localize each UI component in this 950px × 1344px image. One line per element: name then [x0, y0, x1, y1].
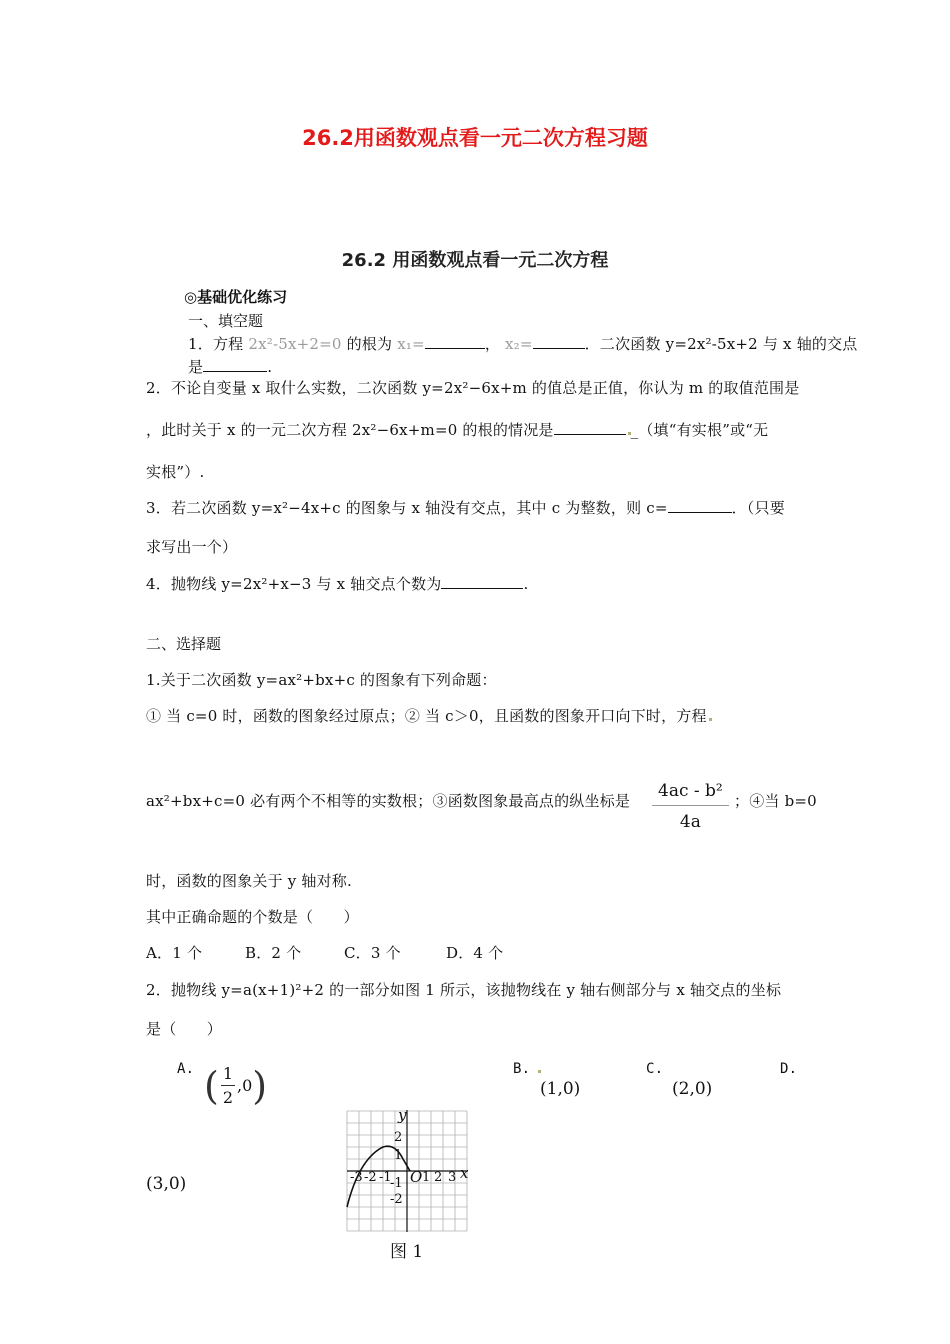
- y-axis-label: y: [398, 1106, 407, 1124]
- fill-question-1-cont: 是 .: [188, 358, 273, 376]
- choice1-line2-text: ax²+bx+c=0 必有两个不相等的实数根；③函数图象最高点的纵坐标是: [146, 792, 631, 810]
- basic-practice-heading: ◎基础优化练习: [184, 288, 288, 306]
- choice2-option-b-value[interactable]: (1,0): [540, 1079, 581, 1099]
- answer-blank-root-situation[interactable]: [554, 420, 626, 435]
- choice-option-c[interactable]: C．3 个: [344, 944, 401, 962]
- choice2-option-c-value[interactable]: (2,0): [672, 1079, 713, 1099]
- y-tick-neg1: -1: [390, 1176, 403, 1191]
- q1-text-d: 与: [762, 335, 779, 353]
- choice2-option-a-value[interactable]: ( $\frac{1}{2}$ ,0 ): [204, 1063, 268, 1108]
- y-tick-neg2: -2: [390, 1192, 403, 1207]
- choice-option-b[interactable]: B．2 个: [245, 944, 302, 962]
- choice-option-d[interactable]: D．4 个: [446, 944, 504, 962]
- y-tick-2: 2: [394, 1130, 403, 1145]
- fraction-numerator: 4ac - b²: [652, 781, 729, 806]
- choice-question-1-line-3: 时，函数的图象关于 y 轴对称.: [146, 872, 352, 890]
- fill-in-heading: 一、填空题: [188, 312, 264, 330]
- q4-tail: .: [523, 575, 529, 593]
- q1-equation: 2x²-5x+2=0: [248, 335, 342, 353]
- x-tick-neg2: -2: [364, 1170, 377, 1185]
- choice-question-1-prompt: 其中正确命题的个数是（ ）: [146, 908, 359, 926]
- answer-blank-count[interactable]: [441, 574, 523, 589]
- x-axis-label: x: [460, 1164, 469, 1182]
- q1-text-a: 1．方程: [188, 335, 244, 353]
- option-a-tail: ,0: [237, 1076, 253, 1095]
- fill-question-4: [146, 573, 528, 594]
- origin-label: O: [410, 1168, 423, 1186]
- fill-question-3-line-2: 求写出一个）: [146, 538, 238, 556]
- choice-question-2-line-1: 2．抛物线 y=a(x+1)²+2 的一部分如图 1 所示，该抛物线在 y 轴右侧部分与 x 轴交点的坐标: [146, 981, 782, 999]
- choice-question-2-line-2: 是（ ）: [146, 1020, 223, 1038]
- q1-text-c: ．二次函数: [584, 335, 661, 353]
- x-tick-3: 3: [448, 1170, 457, 1185]
- choice2-option-c-label[interactable]: C.: [646, 1061, 664, 1077]
- max-value-fraction: [652, 781, 729, 832]
- q3-text: 3．若二次函数 y=x²−4x+c 的图象与 x 轴没有交点，其中 c 为整数，则 c=: [146, 499, 668, 517]
- q2-line2-text: ，此时关于 x 的一元二次方程 2x²−6x+m=0 的根的情况是: [146, 421, 554, 439]
- choice-question-1-line-1: [146, 705, 712, 726]
- fill-question-2-line-1: 2．不论自变量 x 取什么实数，二次函数 y=2x²−6x+m 的值总是正值，你认为 m 的取值范围是: [146, 379, 800, 397]
- y-tick-1: 1: [394, 1148, 403, 1163]
- section-title: 26.2 用函数观点看一元二次方程: [341, 250, 609, 271]
- q4-text: 4．抛物线 y=2x²+x−3 与 x 轴交点个数为: [146, 575, 442, 593]
- x-tick-1: 1: [422, 1170, 431, 1185]
- answer-blank-intersection[interactable]: [203, 357, 267, 372]
- choice-question-1-intro: 1.关于二次函数 y=ax²+bx+c 的图象有下列命题：: [146, 671, 497, 689]
- q1-x1-label: x₁=: [397, 335, 425, 353]
- q1-text-b: 的根为: [346, 335, 393, 353]
- answer-blank-x1[interactable]: [425, 334, 485, 349]
- answer-blank-c[interactable]: [668, 498, 732, 513]
- x-tick-2: 2: [434, 1170, 443, 1185]
- choice2-option-a-label[interactable]: A.: [177, 1061, 195, 1077]
- choice2-option-b-label[interactable]: B.: [513, 1061, 541, 1077]
- q1-text-e: 轴的交点: [796, 335, 858, 353]
- choice2-option-d-label[interactable]: D.: [780, 1061, 798, 1077]
- fill-question-1: 1．方程 2x²-5x+2=0 的根为 x₁= ， x₂= ．二次函数 y=2x²-5x+2 与 x 轴的交点: [188, 335, 858, 353]
- fill-question-2-line-2: ，此时关于 x 的一元二次方程 2x²−6x+m=0 的根的情况是 _（填“有实根”或“无: [146, 421, 769, 439]
- choice2-option-d-value[interactable]: (3,0): [146, 1174, 187, 1194]
- choice-option-a[interactable]: A．1 个: [146, 944, 203, 962]
- figure-caption: 图 1: [390, 1242, 424, 1262]
- x-tick-neg1: -1: [379, 1170, 392, 1185]
- choice-heading: 二、选择题: [146, 635, 222, 653]
- choice-question-1-line-2-tail: ；④当 b=0: [734, 792, 817, 810]
- q1-text-f: 是: [188, 358, 204, 376]
- figure-1-graph: [344, 1108, 470, 1234]
- q1-function: y=2x²-5x+2: [665, 335, 758, 353]
- option-a-numerator: 1: [221, 1064, 235, 1086]
- fraction-denominator: 4a: [679, 812, 701, 832]
- q2-line2-hint: （填“有实根”或“无: [638, 421, 769, 439]
- fill-question-2-line-3: 实根”）.: [146, 463, 205, 481]
- q1-x2-label: x₂=: [505, 335, 533, 353]
- choice-question-1-line-2: [146, 790, 630, 811]
- answer-blank-x2[interactable]: [533, 334, 585, 349]
- option-a-denominator: 2: [222, 1088, 234, 1107]
- q3-tail: ．（只要: [731, 499, 785, 517]
- q1-x-var: x: [783, 335, 792, 353]
- x-tick-neg3: -3: [350, 1170, 363, 1185]
- fill-question-3-line-1: [146, 497, 785, 518]
- page-title: 26.2用函数观点看一元二次方程习题: [302, 126, 648, 150]
- choice1-line1-text: ① 当 c=0 时，函数的图象经过原点；② 当 c＞0，且函数的图象开口向下时，方程: [146, 707, 707, 725]
